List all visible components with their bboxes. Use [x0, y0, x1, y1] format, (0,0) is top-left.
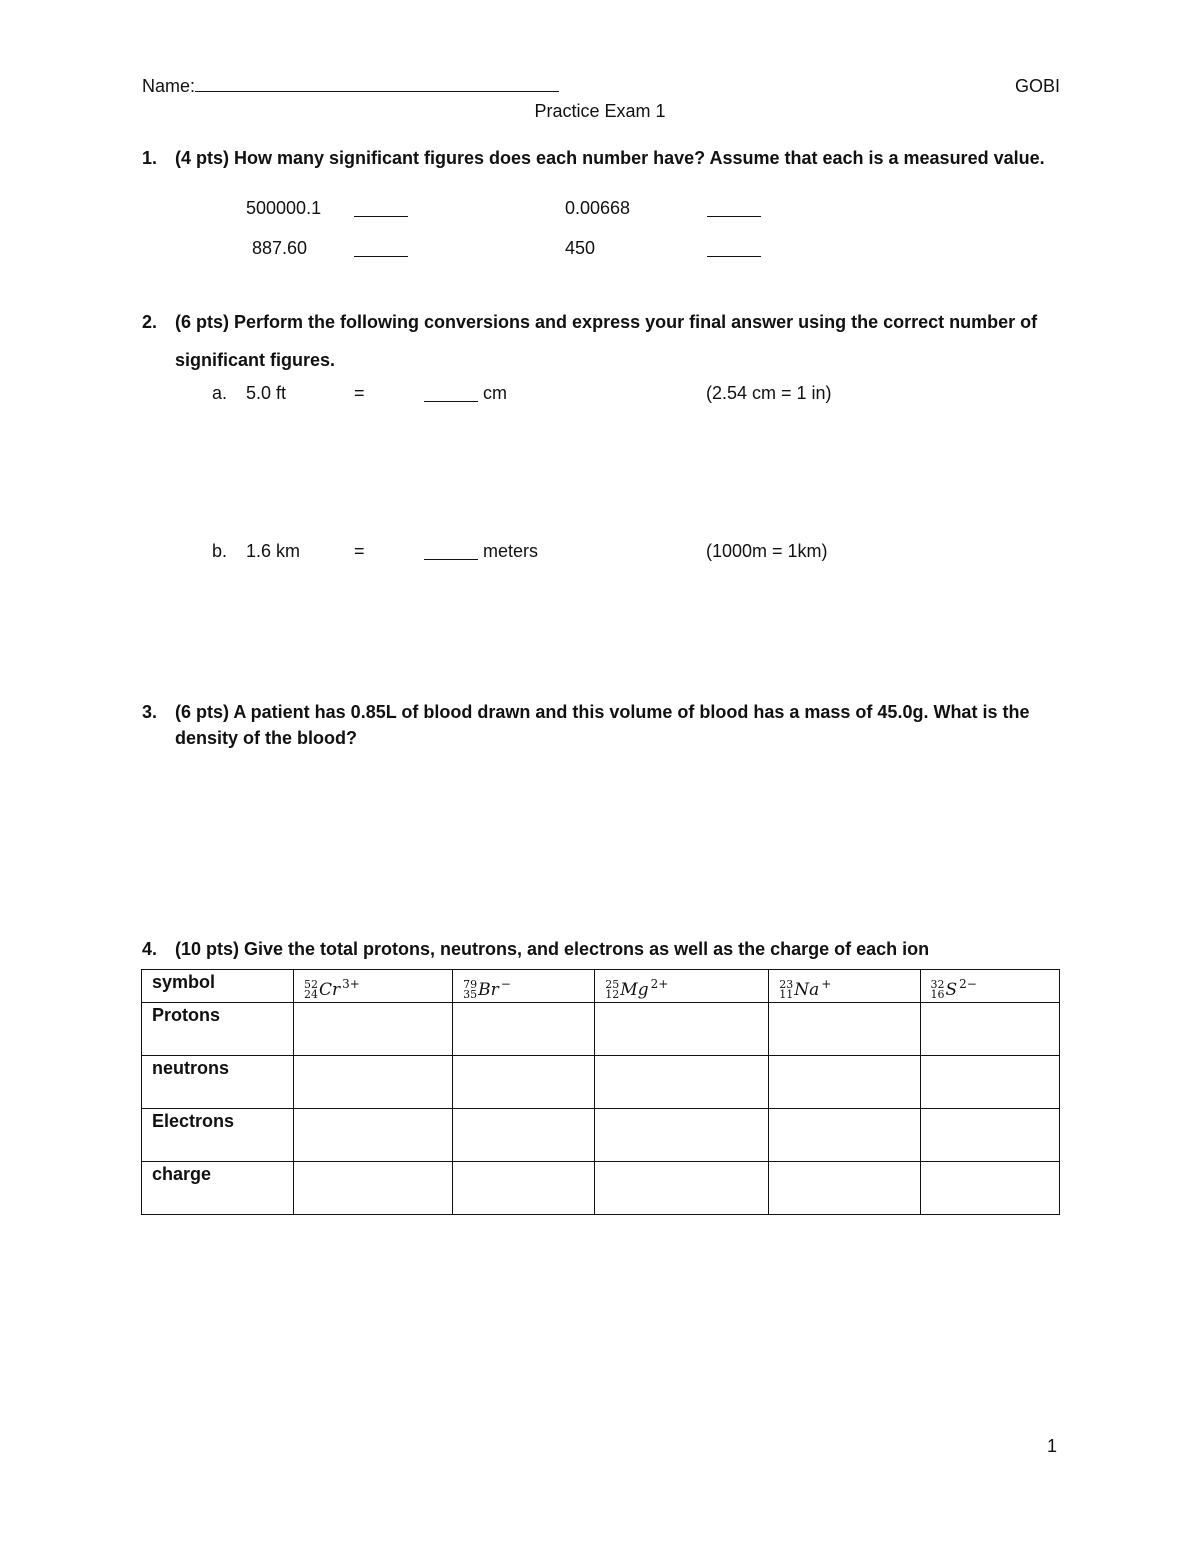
question-2-text: (6 pts) Perform the following conversions and express your final answer using the correct number of significant figures. — [175, 312, 1038, 370]
answer-cell[interactable] — [453, 1056, 595, 1109]
q2a-answer-blank[interactable] — [424, 387, 478, 402]
question-2 — [142, 303, 1072, 379]
ion-header-na: 23 11 Na + — [769, 970, 920, 1003]
q1-item-2: 0.00668 — [565, 198, 631, 218]
question-4 — [142, 936, 1072, 962]
q1-answer-blank-4[interactable] — [707, 242, 761, 257]
q2a-unit: cm — [483, 383, 507, 403]
q2b-factor: (1000m = 1km) — [706, 541, 828, 561]
name-blank[interactable] — [195, 77, 559, 92]
answer-cell[interactable] — [920, 1056, 1060, 1109]
neutrons-row — [142, 1056, 1060, 1109]
question-1-text: (4 pts) How many significant figures does each number have? Assume that each is a measured value. — [175, 148, 1045, 168]
q1-answer-blank-2[interactable] — [707, 202, 761, 217]
q1-answer-blank-1[interactable] — [354, 202, 408, 217]
ion-table-header-row — [142, 970, 1060, 1003]
row-label-electrons: Electrons — [142, 1109, 294, 1162]
answer-cell[interactable] — [595, 1109, 769, 1162]
answer-cell[interactable] — [453, 1162, 595, 1215]
question-1-number: 1. — [142, 148, 158, 168]
answer-cell[interactable] — [769, 1056, 920, 1109]
ion-table — [141, 969, 1060, 1215]
name-field[interactable] — [142, 76, 559, 97]
q2a-factor: (2.54 cm = 1 in) — [706, 383, 832, 403]
answer-cell[interactable] — [595, 1056, 769, 1109]
answer-cell[interactable] — [294, 1162, 453, 1215]
q2a-equals: = — [354, 383, 365, 403]
question-2-number: 2. — [142, 312, 158, 332]
answer-cell[interactable] — [920, 1109, 1060, 1162]
ion-header-cr: 52 24 Cr 3+ — [294, 970, 453, 1003]
q2b-answer-blank[interactable] — [424, 545, 478, 560]
question-3-number: 3. — [142, 702, 158, 722]
q2a-letter: a. — [212, 383, 228, 403]
row-label-neutrons: neutrons — [142, 1056, 294, 1109]
course-label: GOBI — [1015, 76, 1061, 96]
answer-cell[interactable] — [769, 1109, 920, 1162]
answer-cell[interactable] — [769, 1003, 920, 1056]
q1-item-1: 500000.1 — [246, 198, 322, 218]
answer-cell[interactable] — [294, 1003, 453, 1056]
row-label-protons: Protons — [142, 1003, 294, 1056]
answer-cell[interactable] — [453, 1003, 595, 1056]
electrons-row — [142, 1109, 1060, 1162]
question-3-text: (6 pts) A patient has 0.85L of blood drawn and this volume of blood has a mass of 45.0g. What is the density of the blood? — [175, 702, 1030, 748]
page-title: Practice Exam 1 — [534, 101, 666, 121]
answer-cell[interactable] — [920, 1162, 1060, 1215]
question-4-number: 4. — [142, 939, 158, 959]
question-1 — [142, 145, 1072, 171]
q2b-given: 1.6 km — [246, 541, 301, 561]
charge-row — [142, 1162, 1060, 1215]
answer-cell[interactable] — [595, 1162, 769, 1215]
symbol-header: symbol — [142, 970, 294, 1003]
answer-cell[interactable] — [920, 1003, 1060, 1056]
ion-header-br: 79 35 Br − — [453, 970, 595, 1003]
q1-item-4: 450 — [565, 238, 596, 258]
ion-header-mg: 25 12 Mg 2+ — [595, 970, 769, 1003]
q2b-letter: b. — [212, 541, 228, 561]
q1-answer-blank-3[interactable] — [354, 242, 408, 257]
page-number: 1 — [1047, 1436, 1058, 1456]
answer-cell[interactable] — [595, 1003, 769, 1056]
q2a-given: 5.0 ft — [246, 383, 287, 403]
answer-cell[interactable] — [294, 1056, 453, 1109]
question-3 — [142, 699, 1072, 751]
q1-item-3: 887.60 — [252, 238, 308, 258]
q2b-equals: = — [354, 541, 365, 561]
answer-cell[interactable] — [294, 1109, 453, 1162]
name-label: Name: — [142, 76, 196, 96]
q2b-unit: meters — [483, 541, 539, 561]
protons-row — [142, 1003, 1060, 1056]
answer-cell[interactable] — [453, 1109, 595, 1162]
row-label-charge: charge — [142, 1162, 294, 1215]
ion-header-s: 32 16 S 2− — [920, 970, 1060, 1003]
question-4-text: (10 pts) Give the total protons, neutrons, and electrons as well as the charge of each ion — [175, 939, 930, 959]
answer-cell[interactable] — [769, 1162, 920, 1215]
